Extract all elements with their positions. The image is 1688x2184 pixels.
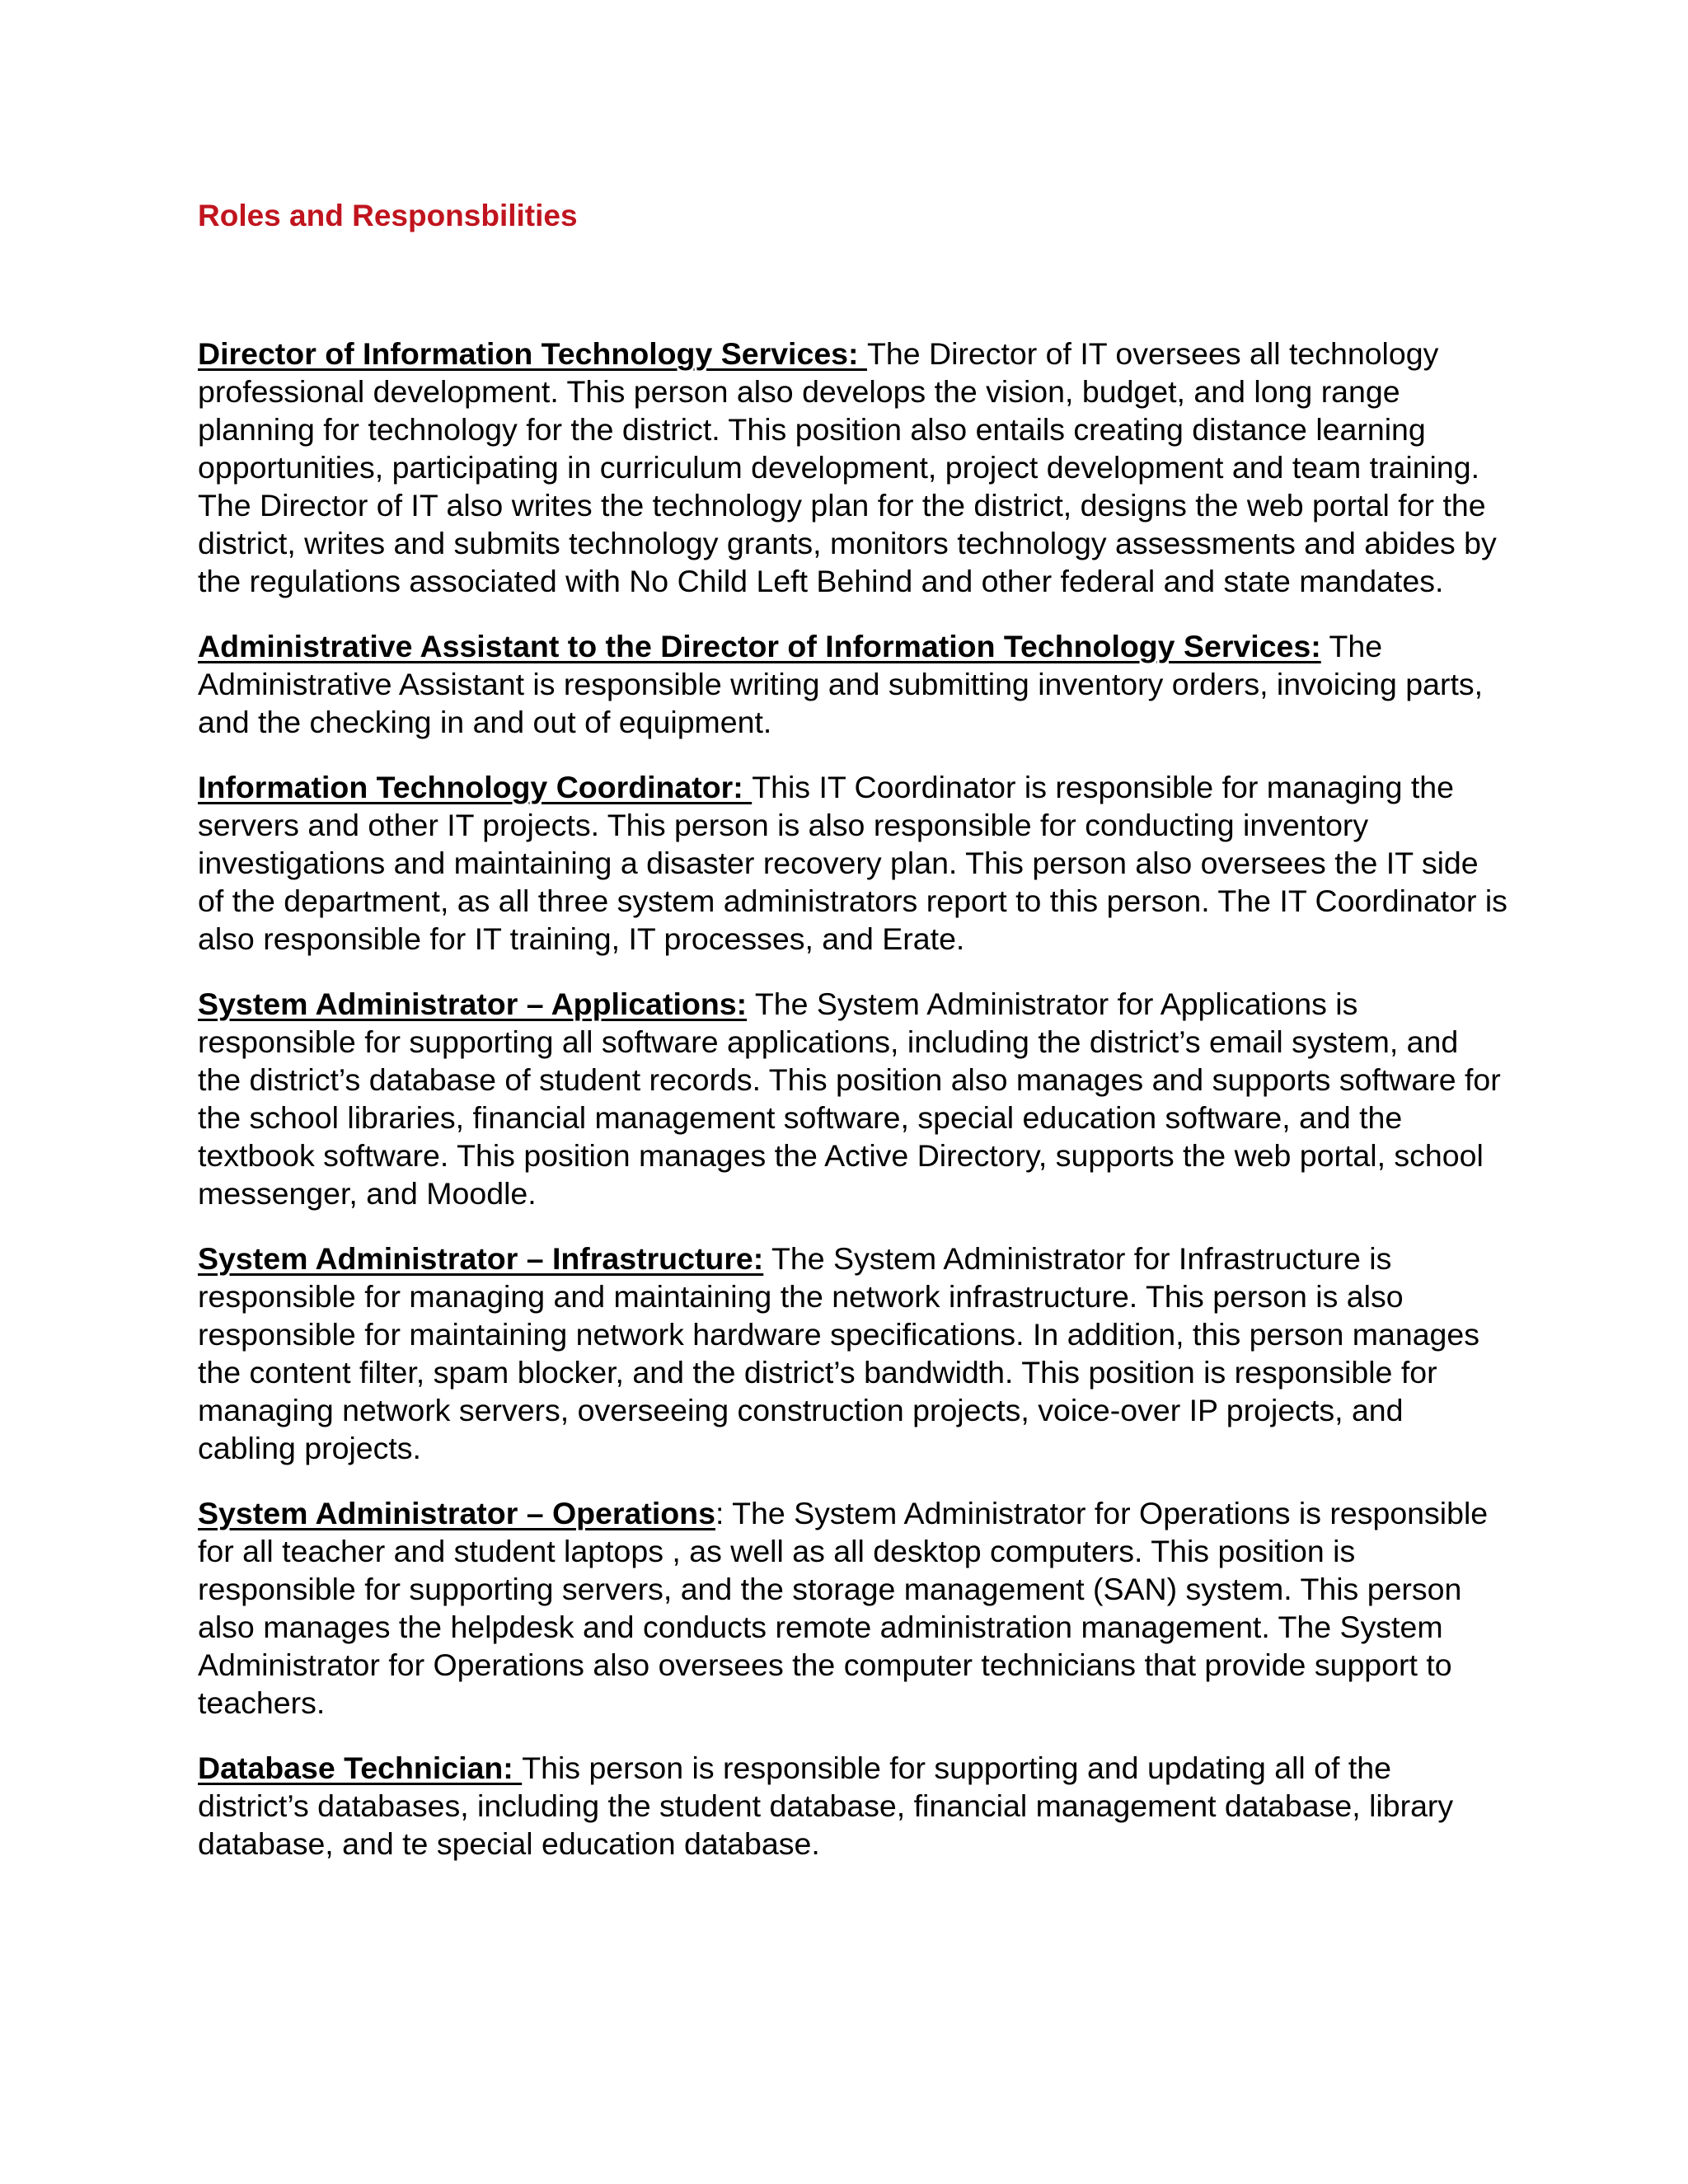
section-body: This IT Coordinator is responsible for managing the servers and other IT projects. This person is also responsible for conducting inventory investigations and maintaining a disaster recovery plan. This person also oversees the IT side of the department, as all three system administrators report to this person. The IT Coordinator is also responsible for IT training, IT processes, and Erate. bbox=[198, 770, 1507, 956]
document-page bbox=[198, 196, 1508, 1890]
section-database-technician bbox=[198, 1749, 1508, 1863]
section-sysadmin-infrastructure bbox=[198, 1240, 1508, 1467]
section-heading: System Administrator – Applications: bbox=[198, 987, 748, 1021]
section-sysadmin-applications bbox=[198, 985, 1508, 1212]
section-sysadmin-operations bbox=[198, 1494, 1508, 1722]
section-heading: System Administrator – Infrastructure: bbox=[198, 1241, 764, 1276]
section-heading: Information Technology Coordinator: bbox=[198, 770, 753, 804]
section-heading: Database Technician: bbox=[198, 1750, 523, 1785]
section-administrative-assistant bbox=[198, 627, 1508, 741]
section-body: The Director of IT oversees all technology professional development. This person also develops the vision, budget, and long range planning for technology for the district. This position also entails creating distance learning opportunities, participating in curriculum development, project development and team training. The Director of IT also writes the technology plan for the district, designs the web portal for the district, writes and submits technology grants, monitors technology assessments and abides by the regulations associated with No Child Left Behind and other federal and state mandates. bbox=[198, 336, 1497, 598]
section-heading: Director of Information Technology Services: bbox=[198, 336, 867, 371]
section-heading-suffix: : bbox=[715, 1496, 724, 1530]
section-it-coordinator bbox=[198, 768, 1508, 958]
section-body: The System Administrator for Operations is responsible for all teacher and student laptops , as well as all desktop computers. This position is responsible for supporting servers, and the storage management (SAN) system. This person also manages the helpdesk and conducts remote administration management. The System Administrator for Operations also oversees the computer technicians that provide support to teachers. bbox=[198, 1496, 1489, 1720]
section-body: The Administrative Assistant is responsible writing and submitting inventory orders, invoicing parts, and the checking in and out of equipment. bbox=[198, 629, 1484, 739]
section-heading: System Administrator – Operations bbox=[198, 1496, 715, 1530]
section-body: The System Administrator for Applications is responsible for supporting all software applications, including the district’s email system, and the district’s database of student records. This position also manages and supports software for the school libraries, financial management software, special education software, and the textbook software. This position manages the Active Directory, supports the web portal, school messenger, and Moodle. bbox=[198, 987, 1501, 1211]
section-body: The System Administrator for Infrastructure is responsible for managing and maintaining the network infrastructure. This person is also responsible for maintaining network hardware specifications. In addition, this person manages the content filter, spam blocker, and the district’s bandwidth. This position is responsible for managing network servers, overseeing construction projects, voice-over IP projects, and cabling projects. bbox=[198, 1241, 1480, 1465]
section-body: This person is responsible for supporting and updating all of the district’s databases, including the student database, financial management database, library database, and te special education database. bbox=[198, 1750, 1454, 1861]
section-director-it bbox=[198, 335, 1508, 600]
section-heading: Administrative Assistant to the Director of Information Technology Services: bbox=[198, 629, 1321, 663]
page-title: Roles and Responsbilities bbox=[198, 199, 578, 232]
